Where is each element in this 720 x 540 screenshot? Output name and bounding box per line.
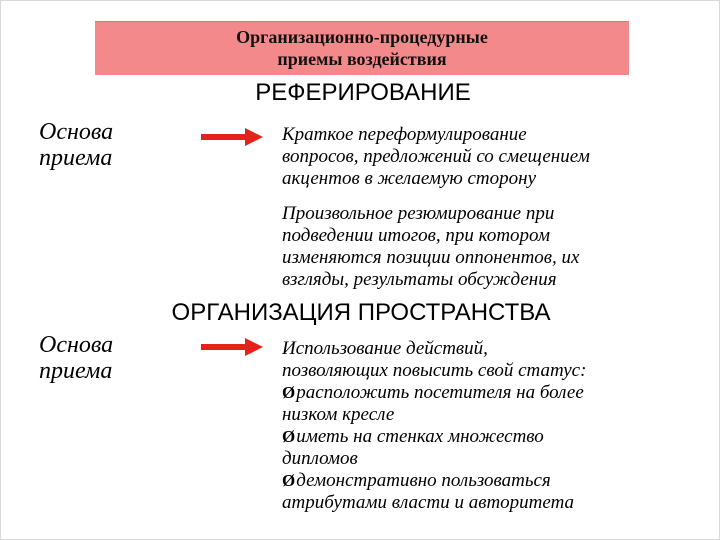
list-item	[282, 470, 702, 492]
text-line: Использование действий,	[282, 338, 488, 359]
text-line: взгляды, результаты обсуждения	[282, 269, 557, 290]
referencing-paragraph-2	[282, 203, 702, 291]
text-line: Краткое переформулирование	[282, 124, 527, 145]
list-item-text: расположить посетителя на более	[296, 382, 584, 403]
list-item	[282, 382, 702, 404]
text-line: вопросов, предложений со смещением	[282, 146, 590, 167]
space-organization-text	[282, 338, 702, 514]
section-heading-referencing: РЕФЕРИРОВАНИЕ	[255, 79, 471, 106]
section-heading-space-organization: ОРГАНИЗАЦИЯ ПРОСТРАНСТВА	[171, 299, 551, 326]
text-line: позволяющих повысить свой статус:	[282, 360, 587, 381]
text-line: подведении итогов, при котором	[282, 225, 550, 246]
list-item-continuation: низком кресле	[282, 404, 395, 425]
list-item-continuation: дипломов	[282, 448, 358, 469]
list-item-text: иметь на стенках множество	[296, 426, 544, 447]
list-item-text: демонстративно пользоваться	[296, 470, 551, 491]
text-line: изменяются позиции оппонентов, их	[282, 247, 580, 268]
banner-title-line1: Организационно-процедурные	[236, 27, 488, 47]
checkmark-bullet-icon: Ø	[282, 427, 296, 446]
banner-title-line2: приемы воздействия	[277, 49, 447, 69]
side-label-line2: приема	[39, 358, 113, 384]
text-line: акцентов в желаемую сторону	[282, 168, 537, 189]
referencing-paragraph-1	[282, 124, 702, 190]
side-label-basis-2	[39, 332, 113, 384]
checkmark-bullet-icon: Ø	[282, 383, 296, 402]
side-label-basis-1	[39, 119, 113, 171]
checkmark-bullet-icon: Ø	[282, 471, 296, 490]
side-label-line2: приема	[39, 145, 113, 171]
title-banner	[95, 21, 629, 75]
text-line: Произвольное резюмирование при	[282, 203, 555, 224]
side-label-line1: Основа	[39, 119, 114, 145]
list-item-continuation: атрибутами власти и авторитета	[282, 492, 575, 513]
right-arrow-icon	[201, 127, 263, 147]
right-arrow-icon	[201, 337, 263, 357]
list-item	[282, 426, 702, 448]
side-label-line1: Основа	[39, 332, 114, 358]
